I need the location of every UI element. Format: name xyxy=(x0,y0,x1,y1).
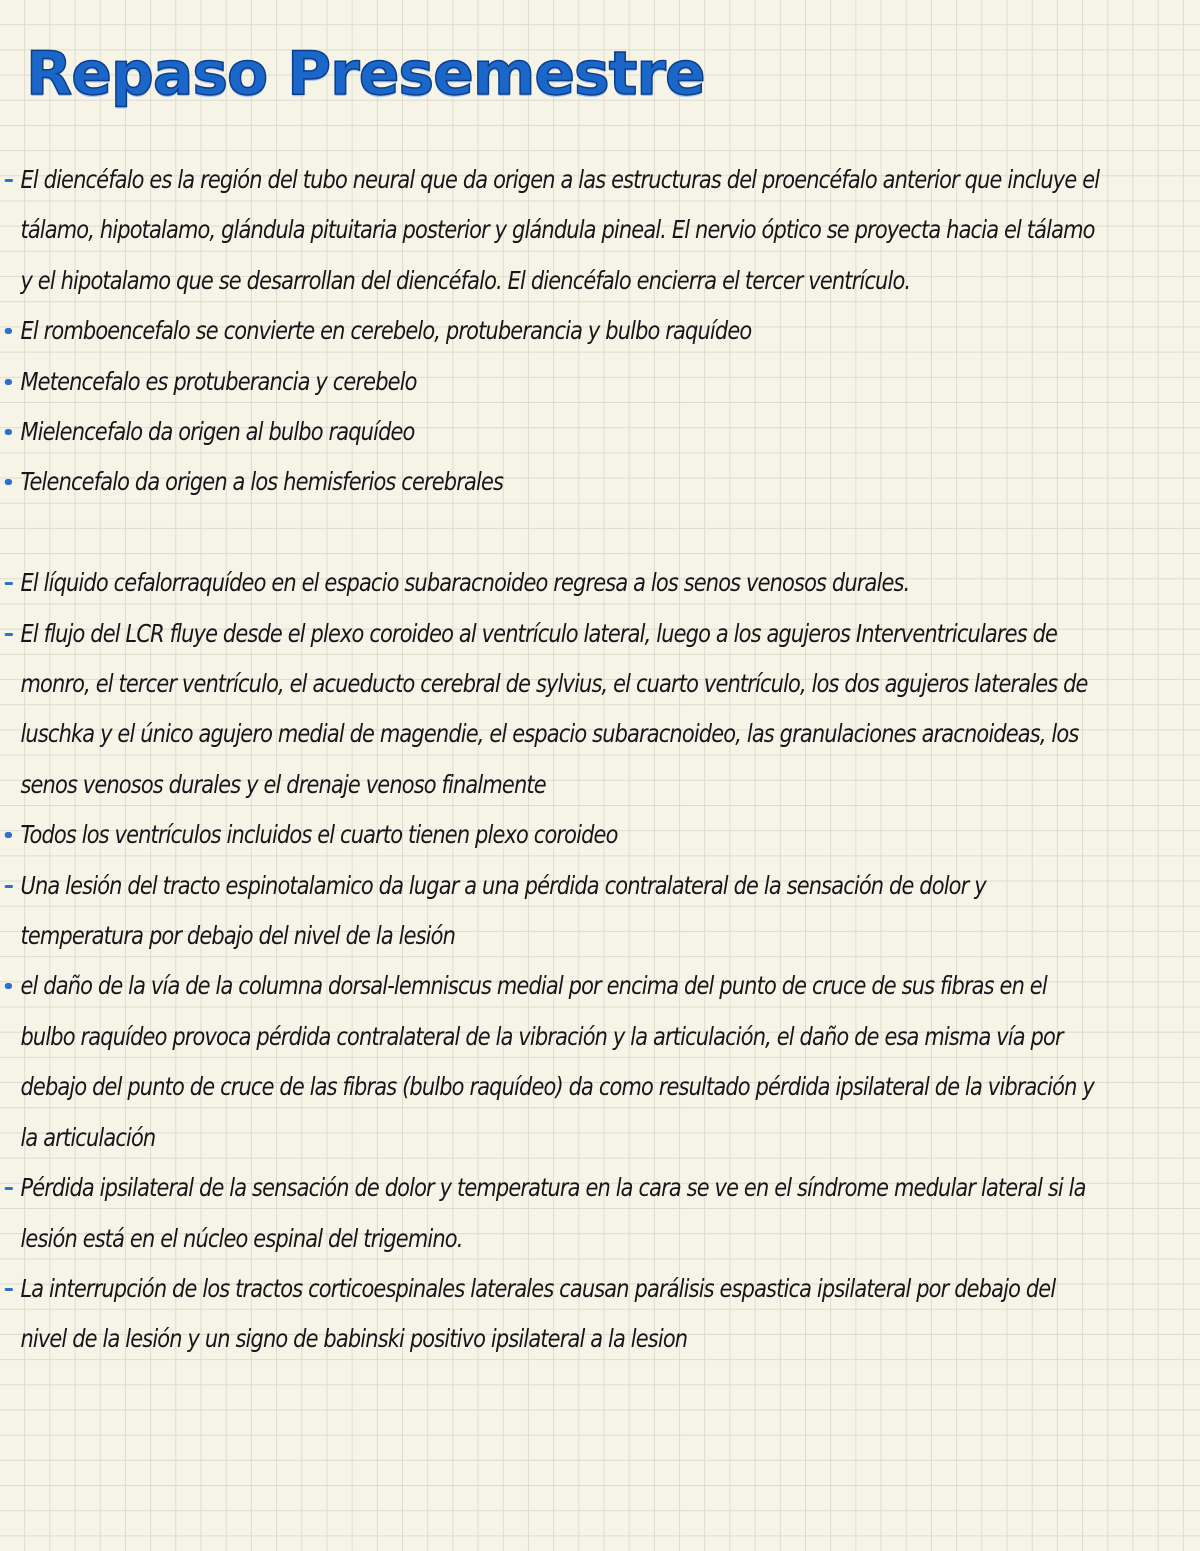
bullet-icon xyxy=(5,379,12,385)
note-text: Mielencefalo da origen al bulbo raquídeo xyxy=(20,417,415,447)
note-metencefalo xyxy=(0,357,1099,407)
note-telencefalo xyxy=(0,457,1099,507)
bullet-icon xyxy=(5,582,13,585)
note-diencefalo xyxy=(0,155,1099,306)
note-text: Telencefalo da origen a los hemisferios cerebrales xyxy=(20,467,504,497)
note-text: El romboencefalo se convierte en cerebelo, protuberancia y bulbo raquídeo xyxy=(20,316,752,346)
bullet-icon xyxy=(5,179,13,182)
note-ventriculos xyxy=(0,810,1099,860)
bullet-icon xyxy=(5,429,12,435)
bullet-icon xyxy=(5,1288,13,1291)
bullet-icon xyxy=(5,479,12,485)
note-lcr-flujo xyxy=(0,609,1099,811)
page-title: Repaso Presemestre xyxy=(26,39,705,109)
note-text: El líquido cefalorraquídeo en el espacio subaracnoideo regresa a los senos venosos durales. xyxy=(20,568,910,598)
note-text: Pérdida ipsilateral de la sensación de dolor y temperatura en la cara se ve en el síndrome medular lateral si la lesión está en el núcleo espinal del trigemino. xyxy=(20,1173,1086,1253)
bullet-icon xyxy=(5,633,13,636)
note-romboencefalo xyxy=(0,306,1099,356)
note-sindrome-medular xyxy=(0,1163,1099,1264)
note-text: Una lesión del tracto espinotalamico da lugar a una pérdida contralateral de la sensación de dolor y temperatura por debajo del nivel de la lesión xyxy=(20,870,986,951)
note-lcr-retorno xyxy=(0,558,1099,608)
bullet-icon xyxy=(5,832,12,838)
bullet-icon xyxy=(5,885,13,888)
bullet-icon xyxy=(5,328,12,334)
note-text: Todos los ventrículos incluidos el cuarto tienen plexo coroideo xyxy=(20,820,618,850)
note-text: La interrupción de los tractos corticoespinales laterales causan parálisis espastica ipsilateral por debajo del nivel de la lesión y un signo de babinski positivo ipsilateral a la lesion xyxy=(20,1273,1056,1354)
bullet-icon xyxy=(5,1187,13,1190)
note-columna-dorsal xyxy=(0,961,1099,1163)
note-text: el daño de la vía de la columna dorsal-lemniscus medial por encima del punto de cruce de sus fibras en el bulbo raquídeo provoca pérdida contralateral de la vibración y la articulación, el daño de esa misma vía por debajo del punto de cruce de las fibras (bulbo raquídeo) da como resultado pérdida ipsilateral de la vibración y la articulación xyxy=(20,971,1094,1152)
bullet-icon xyxy=(5,983,12,989)
notes-list xyxy=(0,155,1175,1365)
note-espinotalamico xyxy=(0,861,1099,962)
note-text: El flujo del LCR fluye desde el plexo coroideo al ventrículo lateral, luego a los agujeros Interventriculares de monro, el tercer ventrículo, el acueducto cerebral de sylvius, el cuarto ventrículo, los dos agujeros laterales de luschka y el único agujero medial de magendie, el espacio subaracnoideo, las granulaciones aracnoideas, los senos venosos durales y el drenaje venoso finalmente xyxy=(20,618,1088,799)
note-corticoespinales xyxy=(0,1264,1099,1365)
note-text: Metencefalo es protuberancia y cerebelo xyxy=(20,366,417,396)
note-text: El diencéfalo es la región del tubo neural que da origen a las estructuras del proencéfalo anterior que incluye el tálamo, hipotalamo, glándula pituitaria posterior y glándula pineal. El nervio óptico se proyecta hacia el tálamo y el hipotalamo que se desarrollan del diencéfalo. El diencéfalo encierra el tercer ventrículo. xyxy=(20,165,1100,295)
note-mielencefalo xyxy=(0,407,1099,457)
